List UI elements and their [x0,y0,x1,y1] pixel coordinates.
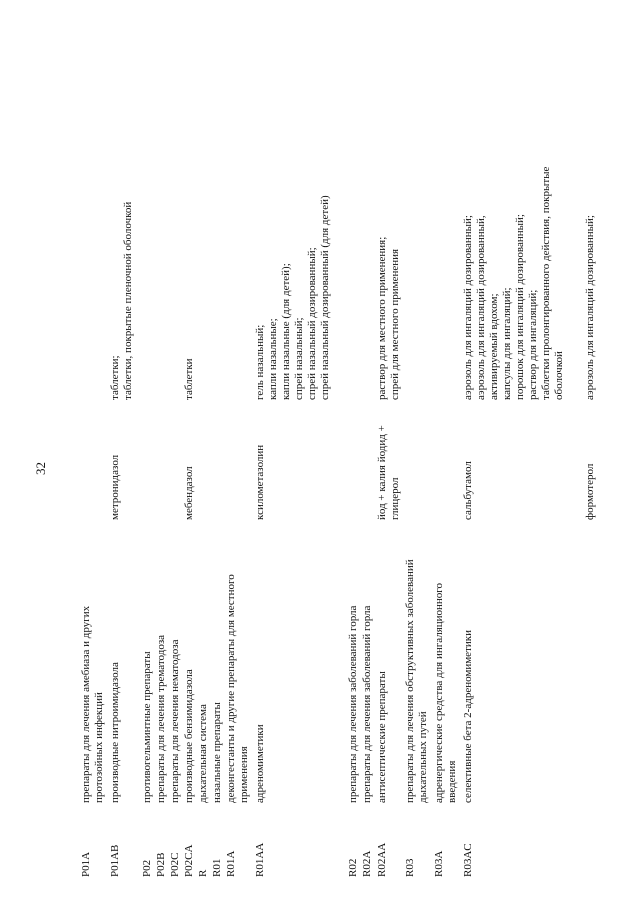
cell-text-line: антисептические препараты [376,671,388,803]
cell-text-line: введения [446,760,458,803]
cell-text-line: аэрозоль для ингаляций дозированный; [462,215,474,400]
cell-text-line: аэрозоль для ингаляций дозированный, [475,215,487,400]
cell-text-line: таблетки; [109,355,121,400]
atc-code-cell [109,817,122,877]
cell-text-line: селективные бета 2-адреномиметики [462,630,474,803]
cell-text-line: препараты для лечения обструктивных заболеваний [404,559,416,803]
atc-code-cell [433,817,446,877]
cell-text-line: капсулы для ингаляций; [501,287,513,400]
medicine-name-cell [584,400,597,520]
cell-text-line: R01 [211,858,223,877]
anatomical-therapeutic-cell [361,523,374,803]
cell-text-line: P01AB [109,844,121,877]
cell-text-line: R02AA [376,842,388,877]
anatomical-therapeutic-cell [183,523,196,803]
cell-text-line: противогельминтные препараты [141,651,153,803]
cell-text-line: P02 [141,859,153,877]
anatomical-therapeutic-cell [347,523,360,803]
atc-code-cell [197,817,210,877]
cell-text-line: R02 [347,858,359,877]
medicine-name-cell [462,400,475,520]
anatomical-therapeutic-cell [376,523,389,803]
cell-text-line: аэрозоль для ингаляций дозированный; [584,215,596,400]
cell-text-line: назальные препараты [211,702,223,803]
cell-text-line: спрей для местного применения [389,248,401,400]
cell-text-line: сальбутамол [462,461,474,520]
cell-text-line: препараты для лечения заболеваний горла [347,605,359,803]
cell-text-line: R [197,869,209,877]
anatomical-therapeutic-cell [404,523,430,803]
atc-code-cell [80,817,93,877]
cell-text-line: R02A [361,850,373,877]
anatomical-therapeutic-cell [197,523,210,803]
cell-text-line: применения [238,746,250,803]
anatomical-therapeutic-cell [225,523,251,803]
cell-text-line: R03AC [462,843,474,877]
atc-code-cell [361,817,374,877]
anatomical-therapeutic-cell [462,523,475,803]
atc-code-cell [183,817,196,877]
page-number: 32 [33,462,48,475]
cell-text-line: глицерол [389,477,401,520]
anatomical-therapeutic-cell [254,523,267,803]
atc-code-cell [404,817,417,877]
cell-text-line: P01A [80,851,92,877]
dosage-forms-cell [254,10,332,400]
cell-text-line: спрей назальный дозированный (для детей) [319,195,331,400]
atc-code-cell [376,817,389,877]
medicine-name-cell [254,400,267,520]
cell-text-line: адреномиметики [254,724,266,803]
cell-text-line: препараты для лечения нематодоза [169,639,181,803]
dosage-forms-cell [109,10,135,400]
atc-code-cell [169,817,182,877]
atc-code-cell [225,817,238,877]
anatomical-therapeutic-cell [211,523,224,803]
cell-text-line: капли назальные; [267,318,279,400]
cell-text-line: порошок для ингаляций дозированный; [514,214,526,400]
cell-text-line: формотерол [584,463,596,520]
anatomical-therapeutic-cell [433,523,459,803]
cell-text-line: таблетки пролонгированного действия, покрытые [540,166,552,400]
cell-text-line: таблетки [183,358,195,400]
cell-text-line: P02C [169,852,181,877]
cell-text-line: R03A [433,850,445,877]
cell-text-line: раствор для ингаляций; [527,289,539,400]
dosage-forms-cell [376,10,402,400]
anatomical-therapeutic-cell [155,523,168,803]
cell-text-line: деконгестанты и другие препараты для местного [225,574,237,803]
medicine-name-cell [109,400,122,520]
cell-text-line: R01A [225,850,237,877]
anatomical-therapeutic-cell [109,523,122,803]
dosage-forms-cell [584,10,597,400]
atc-code-cell [211,817,224,877]
cell-text-line: таблетки, покрытые пленочной оболочкой [122,201,134,400]
cell-text-line: производные нитроимидазола [109,662,121,803]
dosage-forms-cell [462,10,566,400]
cell-text-line: дыхательная система [197,704,209,803]
cell-text-line: адренергические средства для ингаляционного [433,582,445,803]
atc-code-cell [462,817,475,877]
atc-code-cell [347,817,360,877]
cell-text-line: производные бензимидазола [183,669,195,803]
anatomical-therapeutic-cell [169,523,182,803]
cell-text-line: мебендазол [183,466,195,520]
cell-text-line: спрей назальный дозированный; [306,247,318,400]
cell-text-line: препараты для лечения амебиаза и других [80,605,92,803]
medicine-name-cell [183,400,196,520]
cell-text-line: ксилометазолин [254,444,266,520]
cell-text-line: оболочкой [553,351,565,400]
medicine-name-cell [376,400,402,520]
cell-text-line: раствор для местного применения; [376,236,388,400]
cell-text-line: препараты для лечения трематодоза [155,634,167,803]
anatomical-therapeutic-cell [141,523,154,803]
dosage-forms-cell [183,10,196,400]
atc-code-cell [254,817,267,877]
cell-text-line: дыхательных путей [417,711,429,803]
cell-text-line: протозойных инфекций [93,692,105,803]
cell-text-line: P02B [155,852,167,877]
cell-text-line: R03 [404,858,416,877]
cell-text-line: R01AA [254,842,266,877]
anatomical-therapeutic-cell [80,523,106,803]
cell-text-line: гель назальный; [254,324,266,400]
cell-text-line: метронидазол [109,454,121,520]
cell-text-line: капли назальные (для детей); [280,263,292,400]
atc-code-cell [155,817,168,877]
cell-text-line: йод + калия йодид + [376,425,388,520]
atc-code-cell [141,817,154,877]
cell-text-line: препараты для лечения заболеваний горла [361,605,373,803]
cell-text-line: спрей назальный; [293,317,305,400]
cell-text-line: P02CA [183,844,195,877]
cell-text-line: активируемый вдохом; [488,293,500,400]
